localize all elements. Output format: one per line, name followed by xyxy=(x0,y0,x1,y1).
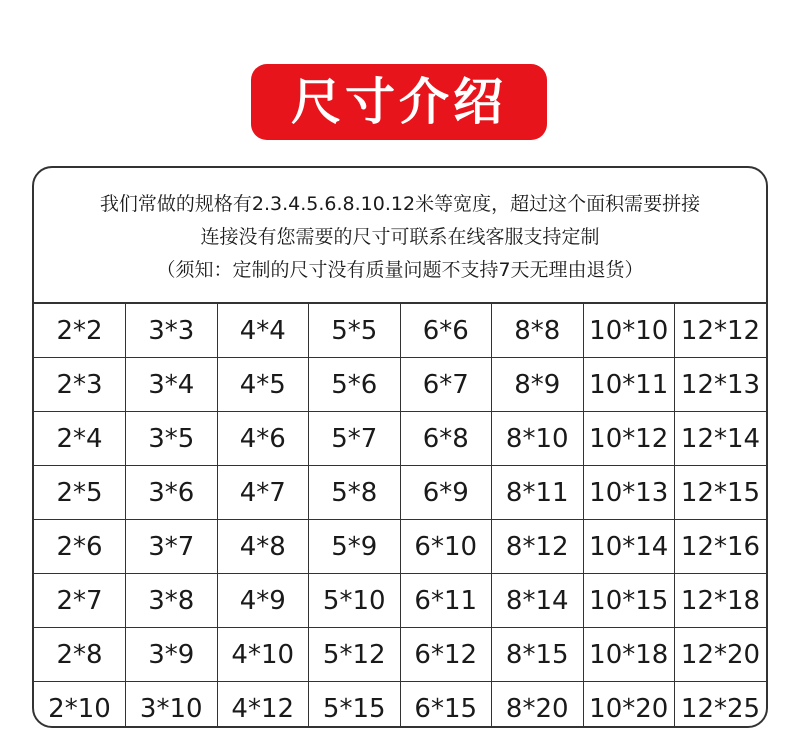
size-cell: 10*14 xyxy=(583,520,675,574)
size-cell: 5*9 xyxy=(309,520,401,574)
size-panel xyxy=(32,166,768,728)
size-cell: 4*6 xyxy=(217,412,309,466)
size-cell: 8*11 xyxy=(492,466,584,520)
size-cell: 12*12 xyxy=(675,304,767,358)
size-cell: 6*6 xyxy=(400,304,492,358)
table-row xyxy=(34,574,766,628)
size-cell: 4*7 xyxy=(217,466,309,520)
size-cell: 6*12 xyxy=(400,628,492,682)
table-row xyxy=(34,304,766,358)
size-cell: 12*14 xyxy=(675,412,767,466)
table-row xyxy=(34,412,766,466)
size-cell: 4*10 xyxy=(217,628,309,682)
size-cell: 12*13 xyxy=(675,358,767,412)
size-cell: 6*10 xyxy=(400,520,492,574)
size-cell: 12*18 xyxy=(675,574,767,628)
size-cell: 10*15 xyxy=(583,574,675,628)
size-cell: 3*10 xyxy=(126,682,218,729)
size-cell: 8*14 xyxy=(492,574,584,628)
table-row xyxy=(34,358,766,412)
size-cell: 2*3 xyxy=(34,358,126,412)
size-cell: 12*15 xyxy=(675,466,767,520)
page-title: 尺寸介绍 xyxy=(291,73,507,131)
size-cell: 2*4 xyxy=(34,412,126,466)
size-cell: 5*8 xyxy=(309,466,401,520)
size-cell: 2*10 xyxy=(34,682,126,729)
size-cell: 3*6 xyxy=(126,466,218,520)
size-cell: 4*9 xyxy=(217,574,309,628)
size-cell: 4*12 xyxy=(217,682,309,729)
size-cell: 4*4 xyxy=(217,304,309,358)
size-cell: 4*5 xyxy=(217,358,309,412)
size-cell: 5*7 xyxy=(309,412,401,466)
size-cell: 10*10 xyxy=(583,304,675,358)
size-cell: 3*7 xyxy=(126,520,218,574)
size-cell: 6*9 xyxy=(400,466,492,520)
size-cell: 6*15 xyxy=(400,682,492,729)
size-cell: 5*6 xyxy=(309,358,401,412)
size-cell: 8*8 xyxy=(492,304,584,358)
table-row xyxy=(34,682,766,729)
size-cell: 5*15 xyxy=(309,682,401,729)
size-cell: 8*15 xyxy=(492,628,584,682)
size-cell: 8*20 xyxy=(492,682,584,729)
size-cell: 5*12 xyxy=(309,628,401,682)
size-cell: 3*3 xyxy=(126,304,218,358)
table-row xyxy=(34,628,766,682)
title-badge xyxy=(251,64,547,140)
notice-line-1: 我们常做的规格有2.3.4.5.6.8.10.12米等宽度，超过这个面积需要拼接 xyxy=(99,193,701,215)
size-table-body xyxy=(34,304,766,728)
notice-line-3: （须知：定制的尺寸没有质量问题不支持7天无理由退货） xyxy=(156,259,644,281)
size-cell: 12*20 xyxy=(675,628,767,682)
size-cell: 3*8 xyxy=(126,574,218,628)
notice-line-2: 连接没有您需要的尺寸可联系在线客服支持定制 xyxy=(200,226,600,248)
size-cell: 2*5 xyxy=(34,466,126,520)
size-cell: 5*10 xyxy=(309,574,401,628)
size-cell: 8*9 xyxy=(492,358,584,412)
size-cell: 6*11 xyxy=(400,574,492,628)
size-cell: 10*18 xyxy=(583,628,675,682)
size-cell: 10*12 xyxy=(583,412,675,466)
size-cell: 6*8 xyxy=(400,412,492,466)
size-cell: 8*12 xyxy=(492,520,584,574)
size-cell: 2*7 xyxy=(34,574,126,628)
size-cell: 10*11 xyxy=(583,358,675,412)
size-cell: 2*2 xyxy=(34,304,126,358)
size-cell: 6*7 xyxy=(400,358,492,412)
size-cell: 3*4 xyxy=(126,358,218,412)
notice-box xyxy=(34,168,766,304)
table-row xyxy=(34,466,766,520)
size-cell: 12*16 xyxy=(675,520,767,574)
size-cell: 2*6 xyxy=(34,520,126,574)
size-cell: 3*9 xyxy=(126,628,218,682)
size-table xyxy=(34,304,766,728)
table-row xyxy=(34,520,766,574)
size-cell: 12*25 xyxy=(675,682,767,729)
size-cell: 3*5 xyxy=(126,412,218,466)
size-cell: 10*20 xyxy=(583,682,675,729)
size-cell: 5*5 xyxy=(309,304,401,358)
size-cell: 10*13 xyxy=(583,466,675,520)
size-cell: 4*8 xyxy=(217,520,309,574)
size-cell: 8*10 xyxy=(492,412,584,466)
size-cell: 2*8 xyxy=(34,628,126,682)
